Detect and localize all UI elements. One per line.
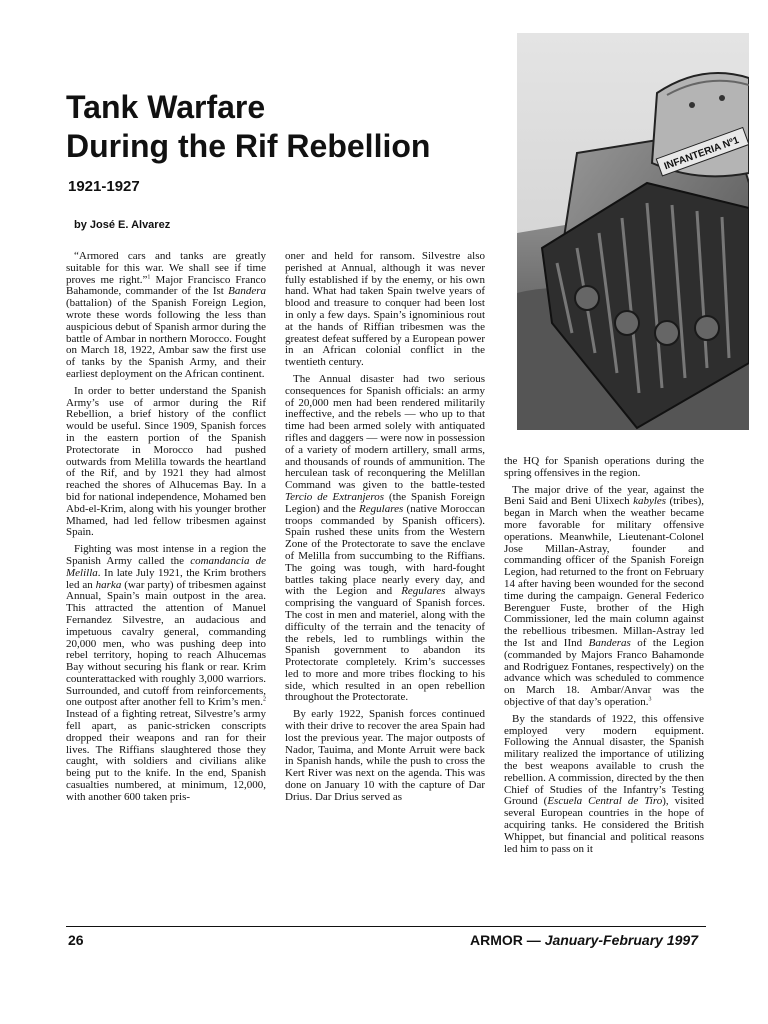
- footnote-mark: 2: [263, 696, 266, 703]
- paragraph: Fighting was most intense in a region the Spanish Army called the comandancia de Melilla. In late July 1921, the Krim brothers led an harka (war party) of tribesmen against Annual, Spain’s main outpost in the area. This attracted the attention of Manuel Fernandez Silvestre, an audacious and impetuous cavalry general, commanding 20,000 men, who was pushing deep into rebel territory, hoping to reach Alhucemas Bay without securing his flank or rear. Krim counterattacked with roughly 3,000 warriors. Surrounded, and cutoff from reinforcements, one outpost after another fell to Krim’s men.$^2$ Instead of a fighting retreat, Silvestre’s army fell apart, as panic-stricken conscripts dropped their weapons and ran for their lives. The Riffians slaughtered those they caught, with soldiers and civilians alike being put to the knife. In the end, Spanish casualties numbered, at minimum, 12,000, with another 600 taken pris-: [66, 543, 267, 803]
- magazine-name: ARMOR —: [470, 932, 545, 948]
- paragraph: In order to better understand the Spanish Army’s use of armor during the Rif Rebellion, a brief history of the conflict would be useful. Since 1909, Spanish forces in the eastern portion of the Spanish Protectorate in Morocco had pushed outwards from Melilla towards the heartland of the Rif, and by 1921 they had almost reached the shores of Alhucemas Bay. In a bid for national independence, Mohamed ben Abd-el-Krim, along with his younger brother Mhamed, had led fellow tribesmen against Spain.: [66, 384, 266, 539]
- issue-date: January-February 1997: [544, 932, 698, 948]
- article-years: 1921-1927: [68, 178, 140, 195]
- article-title: [66, 88, 506, 166]
- paragraph: By the standards of 1922, this offensive employed very modern equipment. Following the Annual disaster, the Spanish military realized the importance of utilizing the best weapons available to crush the rebellion. A commission, directed by the then Chief of Studies of the Infantry’s Testing Ground (Escuela Central de Tiro), visited several European countries in the hope of acquiring tanks. He considered the British Whippet, but financial and political reasons led him to pass on it: [504, 712, 704, 855]
- byline: by José E. Alvarez: [74, 219, 171, 231]
- body-column-2: [285, 251, 485, 809]
- paragraph: “Armored cars and tanks are greatly suitable for this war. We shall see if time proves me right.”$^1$ Major Francisco Franco Bahamonde, commander of the Ist Bandera (battalion) of the Spanish Foreign Legion, wrote these words following the less than auspicious debut of Spanish armor during the battle of Ambar in northern Morocco. Fought on March 18, 1922, Ambar saw the first use of tanks by the Spanish Army, and their earliest deployment on the African continent.: [66, 250, 266, 380]
- page-number: 26: [68, 932, 84, 948]
- paragraph: the HQ for Spanish operations during the spring offensives in the region.: [504, 455, 704, 479]
- footnote-mark: 3: [648, 696, 652, 703]
- body-column-1: [66, 251, 266, 809]
- footer-masthead: [470, 932, 698, 948]
- title-line-1: Tank Warfare: [66, 89, 266, 125]
- footnote-mark: 1: [147, 273, 151, 280]
- body-column-3: [504, 456, 704, 860]
- footer-rule: [66, 926, 706, 927]
- paragraph: oner and held for ransom. Silvestre also perished at Annual, although it was never fully established if by the enemy, or his own hand. What had taken Spain twelve years of blood and treasure to conquer had been lost in only a few days. Spain’s ignominious rout at the hands of Riffian tribesmen was the greatest defeat suffered by a European power in an African colonial conflict in the twentieth century.: [285, 250, 485, 369]
- title-line-2: During the Rif Rebellion: [66, 128, 431, 164]
- paragraph: The Annual disaster had two serious consequences for Spanish officials: an army of 20,000 men had been rendered militarily ineffective, and the rebels — who up to that time had been armed solely with antiquated rifles and daggers — were now in possession of a variety of modern artillery, small arms, and thousands of rounds of ammunition. The herculean task of reconquering the Melillan Command was given to the battle-tested Tercio de Extranjeros (the Spanish Foreign Legion) and the Regulares (native Moroccan troops commanded by Spanish officers). Spain rushed these units from the Western Zone of the Protectorate to save the enclave of Melilla from succumbing to the Riffians. The going was tough, with hard-fought battles taking place nearly every day, and with the Legion and Regulares always comprising the vanguard of Spanish forces. The cost in men and materiel, along with the difficulty of the terrain and the tenacity of the rebels, led to rumblings within the Spanish government to abandon its Protectorate completely. Krim’s successes led to more and more tribes flocking to his side, which resulted in an open rebellion throughout the Protectorate.: [285, 372, 485, 704]
- paragraph: The major drive of the year, against the Beni Said and Beni Ulixech kabyles (tribes), began in March when the weather became more favorable for military offensive operations. Meanwhile, Lieutenant-Colonel Jose Millan-Astray, founder and commanding officer of the Spanish Foreign Legion, had returned to the front on February 14 after having been wounded for the second time during the campaign. General Federico Berenguer Fuste, brother of the High Commissioner, led the main column against the rebellious tribesmen. Millan-Astray led the Ist and IInd Banderas of the Legion (commanded by Majors Franco Bahamonde and Rodriguez Fontanes, respectively) on the advance which was scheduled to commence on March 18. Ambar/Anvar was the objective of that day’s operation.$^3$: [504, 483, 705, 708]
- paragraph: By early 1922, Spanish forces continued with their drive to recover the area Spain had lost the previous year. The major outposts of Nador, Tauima, and Monte Arruit were back in Spanish hands, while the push to cross the Kert River was next on the agenda. This was done on January 10 with the capture of Dar Drius. Dar Drius served as: [285, 708, 485, 803]
- tank-photo: [517, 33, 749, 430]
- turret-marking: INFANTERIA Nº1: [662, 135, 741, 173]
